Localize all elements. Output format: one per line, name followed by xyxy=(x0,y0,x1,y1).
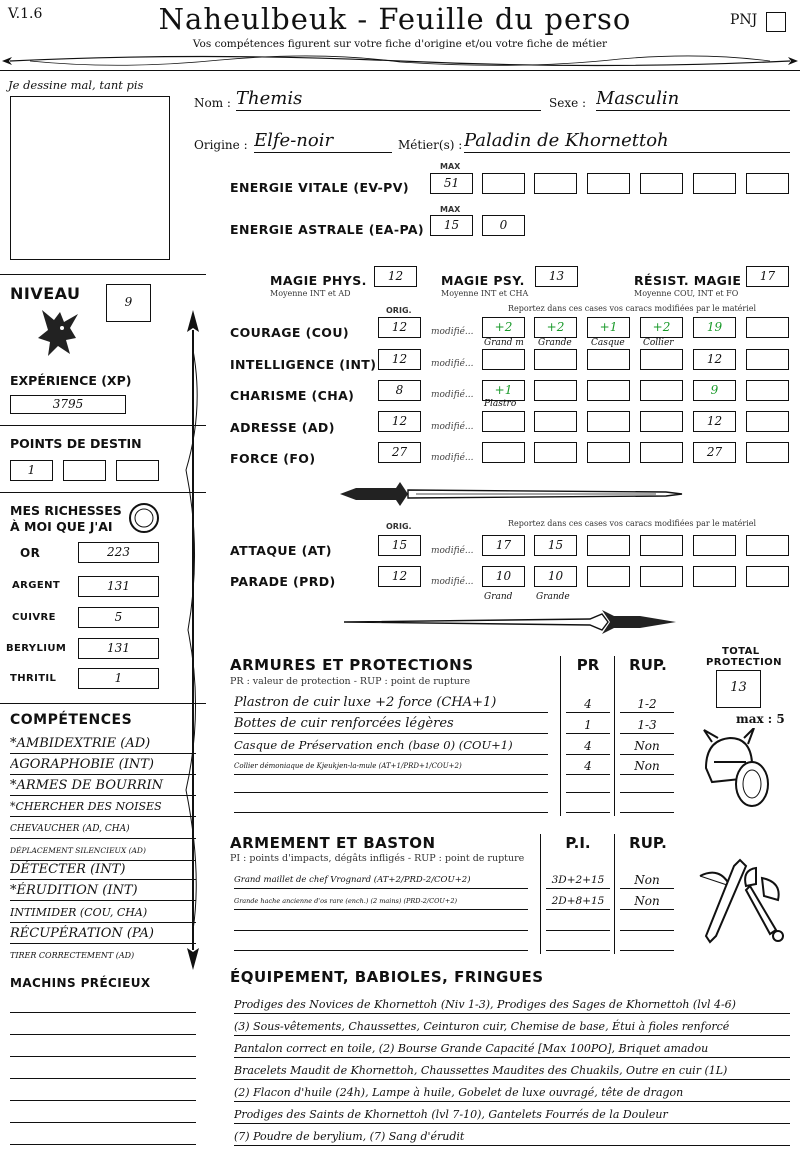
weapons-title: ARMEMENT ET BASTON xyxy=(230,834,436,852)
page-subtitle: Vos compétences figurent sur votre fiche d'origine et/ou votre fiche de métier xyxy=(192,38,608,50)
combat-mod-parade-1[interactable]: 10 xyxy=(482,566,525,587)
stat-label-charisme: CHARISME (CHA) xyxy=(230,388,355,403)
weapon-item-name[interactable]: Grande hache ancienne d'os rare (ench.) (2 mains) (PRD-2/COU+2) xyxy=(234,893,528,910)
weapons-pi-header: P.I. xyxy=(565,834,591,852)
stat-mod-charisme-2[interactable] xyxy=(534,380,577,401)
stat-mod-intelligence-5[interactable]: 12 xyxy=(693,349,736,370)
skill-item: DÉPLACEMENT SILENCIEUX (AD) xyxy=(10,842,196,861)
wealth-cuivre-label: CUIVRE xyxy=(12,612,56,623)
stat-mod-charisme-3[interactable] xyxy=(587,380,630,401)
stat-modified-label: modifié... xyxy=(431,359,474,369)
stat-mod-courage-1[interactable]: +2 xyxy=(482,317,525,338)
combat-orig-attaque[interactable]: 15 xyxy=(378,535,421,556)
stat-mod-charisme-4[interactable] xyxy=(640,380,683,401)
stat-mod-intelligence-2[interactable] xyxy=(534,349,577,370)
stat-label-intelligence: INTELLIGENCE (INT) xyxy=(230,357,377,372)
wealth-label-1: MES RICHESSES xyxy=(10,503,122,518)
armor-item-name[interactable]: Bottes de cuir renforcées légères xyxy=(234,715,548,734)
combat-mod-attaque-1[interactable]: 17 xyxy=(482,535,525,556)
stat-note-courage-3: Casque xyxy=(591,338,625,348)
equipment-item[interactable]: Prodiges des Novices de Khornettoh (Niv 1-3), Prodiges des Sages de Khornettoh (lvl 4-6) xyxy=(234,996,790,1014)
armor-empty-row[interactable] xyxy=(234,792,548,793)
destiny-box-3[interactable] xyxy=(116,460,159,481)
combat-note-1: Grand xyxy=(484,592,513,602)
stat-mod-force-3[interactable] xyxy=(587,442,630,463)
weapons-subtitle: PI : points d'impacts, dégâts infligés - RUP : point de rupture xyxy=(230,853,525,864)
treasure-line[interactable] xyxy=(10,1144,196,1145)
stat-note-courage-4: Collier xyxy=(643,338,674,348)
wealth-thritil-box[interactable]: 1 xyxy=(78,668,159,689)
weapon-empty-row[interactable] xyxy=(620,950,674,951)
armor-empty-row[interactable] xyxy=(234,812,548,813)
ev-box-4[interactable] xyxy=(587,173,630,194)
combat-label-parade: PARADE (PRD) xyxy=(230,574,336,589)
origin-field[interactable]: Elfe-noir xyxy=(254,130,392,153)
armor-empty-row[interactable] xyxy=(620,792,674,793)
stat-mod-adresse-1[interactable] xyxy=(482,411,525,432)
dragon-icon xyxy=(34,304,84,360)
npc-checkbox[interactable] xyxy=(766,12,786,32)
ea-label: ENERGIE ASTRALE (EA-PA) xyxy=(230,222,425,237)
magic-phys-box[interactable]: 12 xyxy=(374,266,417,287)
stat-mod-adresse-2[interactable] xyxy=(534,411,577,432)
wealth-label-2: À MOI QUE J'AI xyxy=(10,519,113,534)
weapons-col-divider-2 xyxy=(614,834,615,954)
wealth-cuivre-box[interactable]: 5 xyxy=(78,607,159,628)
weapon-empty-row[interactable] xyxy=(234,930,528,931)
stat-mod-courage-5[interactable]: 19 xyxy=(693,317,736,338)
combat-label-attaque: ATTAQUE (AT) xyxy=(230,543,332,558)
job-label: Métier(s) : xyxy=(398,138,463,152)
stat-modified-label: modifié... xyxy=(431,453,474,463)
weapon-item-rup[interactable]: Non xyxy=(620,872,674,889)
ev-label: ENERGIE VITALE (EV-PV) xyxy=(230,180,409,195)
magic-psy-box[interactable]: 13 xyxy=(535,266,578,287)
stat-orig-charisme[interactable]: 8 xyxy=(378,380,421,401)
sword-ornament xyxy=(336,478,686,510)
treasure-line[interactable] xyxy=(10,1078,196,1079)
destiny-box-2[interactable] xyxy=(63,460,106,481)
level-label: NIVEAU xyxy=(10,284,81,303)
sword-ornament xyxy=(340,606,680,638)
treasure-line[interactable] xyxy=(10,1056,196,1057)
stat-mod-intelligence-4[interactable] xyxy=(640,349,683,370)
skill-item: *CHERCHER DES NOISES xyxy=(10,798,196,817)
skill-item: *ARMES DE BOURRIN xyxy=(10,777,196,796)
armor-item-pr[interactable]: 4 xyxy=(566,758,610,775)
armor-subtitle: PR : valeur de protection - RUP : point de rupture xyxy=(230,676,471,687)
coin-icon xyxy=(128,502,160,534)
equipment-item[interactable]: Bracelets Maudit de Khornettoh, Chaussettes Maudites des Chuakils, Outre en cuir (1L) xyxy=(234,1062,790,1080)
wealth-thritil-label: THRITIL xyxy=(10,673,57,684)
combat-mod-parade-5[interactable] xyxy=(693,566,736,587)
wealth-argent-box[interactable]: 131 xyxy=(78,576,159,597)
sex-field[interactable]: Masculin xyxy=(596,88,790,111)
equipment-title: ÉQUIPEMENT, BABIOLES, FRINGUES xyxy=(230,968,544,986)
armor-item-rup[interactable]: 1-2 xyxy=(620,696,674,713)
xp-divider xyxy=(0,425,206,426)
combat-orig-parade[interactable]: 12 xyxy=(378,566,421,587)
stat-mod-force-6[interactable] xyxy=(746,442,789,463)
armor-item-rup[interactable]: Non xyxy=(620,738,674,755)
header-vine-ornament xyxy=(0,52,800,70)
magic-resist-hint: Moyenne COU, INT et FO xyxy=(634,289,739,298)
ev-box-6[interactable] xyxy=(693,173,736,194)
armor-empty-row[interactable] xyxy=(620,812,674,813)
equipment-item[interactable]: Pantalon correct en toile, (2) Bourse Grande Capacité [Max 100PO], Briquet amadou xyxy=(234,1040,790,1058)
stat-label-force: FORCE (FO) xyxy=(230,451,316,466)
portrait-box[interactable] xyxy=(10,96,170,260)
skill-item: DÉTECTER (INT) xyxy=(10,861,196,880)
stat-note-courage-2: Grande xyxy=(538,338,572,348)
stat-mod-adresse-3[interactable] xyxy=(587,411,630,432)
ev-max-box[interactable]: 51 xyxy=(430,173,473,194)
magic-resist-label: RÉSIST. MAGIE xyxy=(634,273,742,288)
armor-max-label: max : 5 xyxy=(736,712,785,726)
wealth-argent-label: ARGENT xyxy=(12,580,61,591)
stat-mod-courage-3[interactable]: +1 xyxy=(587,317,630,338)
treasure-line[interactable] xyxy=(10,1012,196,1013)
combat-note: Reportez dans ces cases vos caracs modifiées par le matériel xyxy=(508,519,757,528)
combat-note-2: Grande xyxy=(536,592,570,602)
stat-mod-charisme-1[interactable]: +1 xyxy=(482,380,525,401)
combat-mod-attaque-6[interactable] xyxy=(746,535,789,556)
portrait-caption: Je dessine mal, tant pis xyxy=(8,78,144,92)
weapon-empty-row[interactable] xyxy=(546,950,610,951)
combat-mod-parade-6[interactable] xyxy=(746,566,789,587)
origin-label: Origine : xyxy=(194,138,248,152)
skill-item: RÉCUPÉRATION (PA) xyxy=(10,925,196,944)
equipment-item[interactable]: Prodiges des Saints de Khornettoh (lvl 7-10), Gantelets Fourrés de la Douleur xyxy=(234,1106,790,1124)
stat-mod-charisme-6[interactable] xyxy=(746,380,789,401)
combat-mod-attaque-4[interactable] xyxy=(640,535,683,556)
armor-col-divider-1 xyxy=(560,656,561,816)
stat-mod-intelligence-1[interactable] xyxy=(482,349,525,370)
skills-title: COMPÉTENCES xyxy=(10,712,133,728)
stat-note-charisme-1: Plastro xyxy=(484,399,517,409)
combat-mod-parade-4[interactable] xyxy=(640,566,683,587)
npc-label: PNJ xyxy=(730,12,758,28)
armor-item-pr[interactable]: 4 xyxy=(566,738,610,755)
portrait-divider xyxy=(0,274,206,275)
magic-psy-hint: Moyenne INT et CHA xyxy=(441,289,529,298)
skill-item: CHEVAUCHER (AD, CHA) xyxy=(10,820,196,839)
xp-label: EXPÉRIENCE (XP) xyxy=(10,373,132,388)
name-field[interactable]: Themis xyxy=(236,88,541,111)
weapons-col-divider-1 xyxy=(540,834,541,954)
stat-orig-adresse[interactable]: 12 xyxy=(378,411,421,432)
armor-item-rup[interactable]: 1-3 xyxy=(620,717,674,734)
stat-orig-courage[interactable]: 12 xyxy=(378,317,421,338)
skill-item: TIRER CORRECTEMENT (AD) xyxy=(10,951,135,960)
helmet-shield-icon xyxy=(698,728,772,808)
stat-orig-intelligence[interactable]: 12 xyxy=(378,349,421,370)
header-divider xyxy=(0,70,800,71)
combat-mod-attaque-3[interactable] xyxy=(587,535,630,556)
skill-item: *AMBIDEXTRIE (AD) xyxy=(10,735,196,754)
stat-mod-intelligence-3[interactable] xyxy=(587,349,630,370)
ev-box-2[interactable] xyxy=(482,173,525,194)
skill-item: AGORAPHOBIE (INT) xyxy=(10,756,196,775)
ev-box-5[interactable] xyxy=(640,173,683,194)
weapon-item-rup[interactable]: Non xyxy=(620,893,674,910)
stats-note: Reportez dans ces cases vos caracs modifiées par le matériel xyxy=(508,304,757,313)
stat-mod-courage-2[interactable]: +2 xyxy=(534,317,577,338)
armor-total-box[interactable]: 13 xyxy=(716,670,761,708)
wealth-berylium-label: BERYLIUM xyxy=(6,643,67,654)
wealth-berylium-box[interactable]: 131 xyxy=(78,638,159,659)
combat-modified-label: modifié... xyxy=(431,577,474,587)
armor-rup-header: RUP. xyxy=(629,656,667,674)
stat-mod-charisme-5[interactable]: 9 xyxy=(693,380,736,401)
magic-phys-hint: Moyenne INT et AD xyxy=(270,289,351,298)
armor-item-name[interactable]: Plastron de cuir luxe +2 force (CHA+1) xyxy=(234,694,548,713)
job-field[interactable]: Paladin de Khornettoh xyxy=(464,130,790,153)
ea-max-label: MAX xyxy=(440,205,461,214)
stat-modified-label: modifié... xyxy=(431,390,474,400)
destiny-box-1[interactable]: 1 xyxy=(10,460,53,481)
sex-label: Sexe : xyxy=(549,96,587,110)
armor-item-name[interactable]: Casque de Préservation ench (base 0) (COU+1) xyxy=(234,736,548,755)
stat-mod-force-4[interactable] xyxy=(640,442,683,463)
combat-mod-parade-2[interactable]: 10 xyxy=(534,566,577,587)
treasures-title: MACHINS PRÉCIEUX xyxy=(10,976,151,990)
spear-ornament xyxy=(180,310,206,970)
treasure-line[interactable] xyxy=(10,1100,196,1101)
crossed-weapons-icon xyxy=(690,856,790,956)
level-box[interactable]: 9 xyxy=(106,284,151,322)
magic-resist-box[interactable]: 17 xyxy=(746,266,789,287)
combat-mod-attaque-2[interactable]: 15 xyxy=(534,535,577,556)
skill-item: *ÉRUDITION (INT) xyxy=(10,882,196,901)
stat-mod-courage-4[interactable]: +2 xyxy=(640,317,683,338)
wealth-or-box[interactable]: 223 xyxy=(78,542,159,563)
weapon-empty-row[interactable] xyxy=(620,930,674,931)
combat-modified-label: modifié... xyxy=(431,546,474,556)
stat-mod-intelligence-6[interactable] xyxy=(746,349,789,370)
armor-title: ARMURES ET PROTECTIONS xyxy=(230,656,474,674)
skill-item: INTIMIDER (COU, CHA) xyxy=(10,904,196,923)
stat-mod-adresse-5[interactable]: 12 xyxy=(693,411,736,432)
equipment-item[interactable]: (2) Flacon d'huile (24h), Lampe à huile, Gobelet de luxe ouvragé, tête de dragon xyxy=(234,1084,790,1102)
stat-label-adresse: ADRESSE (AD) xyxy=(230,420,335,435)
stat-mod-force-1[interactable] xyxy=(482,442,525,463)
equipment-item[interactable]: (3) Sous-vêtements, Chaussettes, Ceinturon cuir, Chemise de base, Étui à fioles renforcé xyxy=(234,1018,790,1036)
armor-empty-row[interactable] xyxy=(566,792,610,793)
ev-box-7[interactable] xyxy=(746,173,789,194)
version-label: V.1.6 xyxy=(8,6,43,22)
stat-mod-adresse-6[interactable] xyxy=(746,411,789,432)
armor-empty-row[interactable] xyxy=(566,812,610,813)
destiny-divider xyxy=(0,492,206,493)
armor-total-label-2: PROTECTION xyxy=(706,657,782,668)
stat-note-courage-1: Grand m xyxy=(484,338,524,348)
stats-orig-label: ORIG. xyxy=(386,306,412,315)
stat-orig-force[interactable]: 27 xyxy=(378,442,421,463)
armor-item-name[interactable]: Collier démoniaque de Kjeukjen-la-mule (AT+1/PRD+1/COU+2) xyxy=(234,758,548,775)
magic-psy-label: MAGIE PSY. xyxy=(441,273,525,288)
ev-box-3[interactable] xyxy=(534,173,577,194)
armor-total-label-1: TOTAL xyxy=(722,646,760,657)
ea-current-box[interactable]: 0 xyxy=(482,215,525,236)
stat-mod-adresse-4[interactable] xyxy=(640,411,683,432)
combat-orig-label: ORIG. xyxy=(386,522,412,531)
wealth-divider xyxy=(0,703,206,704)
weapon-item-pi[interactable]: 2D+8+15 xyxy=(546,893,610,910)
magic-phys-label: MAGIE PHYS. xyxy=(270,273,367,288)
armor-item-pr[interactable]: 1 xyxy=(566,717,610,734)
weapon-empty-row[interactable] xyxy=(234,950,528,951)
name-label: Nom : xyxy=(194,96,231,110)
stat-mod-force-2[interactable] xyxy=(534,442,577,463)
stat-mod-courage-6[interactable] xyxy=(746,317,789,338)
wealth-or-label: OR xyxy=(20,546,41,560)
armor-col-divider-2 xyxy=(614,656,615,816)
equipment-item[interactable]: (7) Poudre de berylium, (7) Sang d'érudit xyxy=(234,1128,790,1146)
stat-modified-label: modifié... xyxy=(431,327,474,337)
armor-pr-header: PR xyxy=(576,656,600,674)
treasure-line[interactable] xyxy=(10,1034,196,1035)
weapon-empty-row[interactable] xyxy=(546,930,610,931)
stat-modified-label: modifié... xyxy=(431,422,474,432)
ea-max-box[interactable]: 15 xyxy=(430,215,473,236)
weapons-rup-header: RUP. xyxy=(629,834,667,852)
armor-item-pr[interactable]: 4 xyxy=(566,696,610,713)
weapon-item-name[interactable]: Grand maillet de chef Vrognard (AT+2/PRD-2/COU+2) xyxy=(234,872,528,889)
page-title: Naheulbeuk - Feuille du perso xyxy=(158,2,632,36)
stat-mod-force-5[interactable]: 27 xyxy=(693,442,736,463)
weapon-item-pi[interactable]: 3D+2+15 xyxy=(546,872,610,889)
xp-box[interactable]: 3795 xyxy=(10,395,126,414)
stat-label-courage: COURAGE (COU) xyxy=(230,325,349,340)
treasure-line[interactable] xyxy=(10,1122,196,1123)
armor-item-rup[interactable]: Non xyxy=(620,758,674,775)
ev-max-label: MAX xyxy=(440,162,461,171)
destiny-label: POINTS DE DESTIN xyxy=(10,436,142,451)
combat-mod-parade-3[interactable] xyxy=(587,566,630,587)
combat-mod-attaque-5[interactable] xyxy=(693,535,736,556)
